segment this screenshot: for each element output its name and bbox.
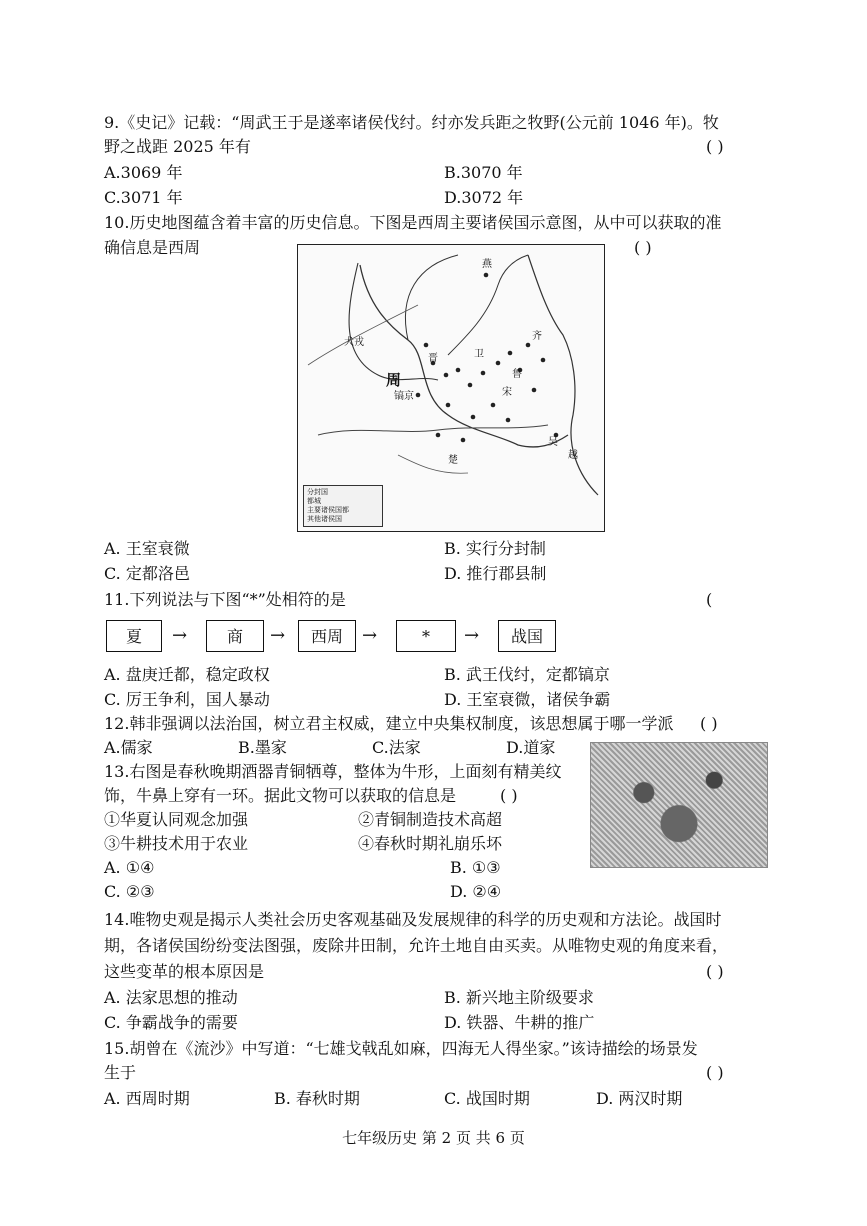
q12-option-d: D.道家 (506, 738, 556, 757)
q11-option-c: C. 厉王争利，国人暴动 (104, 690, 270, 709)
flow-arrow-2: → (270, 625, 286, 646)
q13-option-a: A. ①④ (104, 858, 155, 877)
map-label-yan: 燕 (482, 259, 492, 270)
western-zhou-map (297, 244, 605, 532)
q12-option-c: C.法家 (372, 738, 421, 757)
q9-option-c: C.3071 年 (104, 188, 183, 207)
q14-option-a: A. 法家思想的推动 (104, 988, 238, 1007)
q12-option-b: B.墨家 (238, 738, 287, 757)
q15-option-c: C. 战国时期 (444, 1089, 530, 1108)
q12-option-a: A.儒家 (104, 738, 153, 757)
legend-item-fiefs: 分封国 (307, 488, 328, 496)
q10-option-a: A. 王室衰微 (104, 539, 190, 558)
map-label-song: 宋 (502, 387, 512, 398)
flow-box-star: * (396, 620, 456, 652)
map-label-lu: 鲁 (512, 369, 522, 380)
q15-answer-paren: ( ) (706, 1063, 724, 1082)
q13-item-1: ①华夏认同观念加强 (104, 810, 249, 829)
map-legend (303, 485, 383, 527)
q12-stem: 12.韩非强调以法治国，树立君主权威，建立中央集权制度，该思想属于哪一学派 (104, 714, 674, 733)
q14-option-c: C. 争霸战争的需要 (104, 1013, 238, 1032)
q14-stem-line2: 期，各诸侯国纷纷变法图强，废除井田制，允许土地自由买卖。从唯物史观的角度来看， (104, 936, 729, 955)
q9-stem-line1: 9.《史记》记载：“周武王于是遂率诸侯伐纣。纣亦发兵距之牧野(公元前 1046 年)。牧 (104, 113, 719, 132)
q9-option-d: D.3072 年 (444, 188, 524, 207)
flow-arrow-4: → (464, 625, 480, 646)
q13-option-b: B. ①③ (450, 858, 501, 877)
map-label-quanrong: 犬戎 (344, 337, 364, 348)
q10-option-c: C. 定都洛邑 (104, 564, 190, 583)
flow-box-western-zhou: 西周 (298, 620, 356, 652)
flow-arrow-3: → (362, 625, 378, 646)
q10-stem-line2: 确信息是西周 (104, 238, 201, 257)
q14-answer-paren: ( ) (706, 962, 724, 981)
legend-item-capital: 都城 (307, 497, 321, 505)
q11-answer-paren: ( (706, 590, 713, 609)
q13-answer-paren: ( ) (500, 786, 518, 805)
q15-option-a: A. 西周时期 (104, 1089, 190, 1108)
bronze-ox-zun-photo (590, 742, 768, 868)
q15-stem-line1: 15.胡曾在《流沙》中写道：“七雄戈戟乱如麻，四海无人得坐家。”该诗描绘的场景发 (104, 1039, 698, 1058)
map-label-haojing: 镐京 (394, 391, 414, 402)
q14-option-d: D. 铁器、牛耕的推广 (444, 1013, 595, 1032)
q12-answer-paren: ( ) (700, 714, 718, 733)
q9-option-a: A.3069 年 (104, 163, 183, 182)
q11-stem: 11.下列说法与下图“*”处相符的是 (104, 590, 346, 609)
page-footer: 七年级历史 第 2 页 共 6 页 (342, 1129, 525, 1147)
flow-box-shang: 商 (206, 620, 264, 652)
flow-box-xia: 夏 (106, 620, 162, 652)
q10-stem-line1: 10.历史地图蕴含着丰富的历史信息。下图是西周主要诸侯国示意图，从中可以获取的准 (104, 213, 722, 232)
q14-stem-line1: 14.唯物史观是揭示人类社会历史客观基础及发展规律的科学的历史观和方法论。战国时 (104, 910, 722, 929)
q13-option-c: C. ②③ (104, 882, 155, 901)
map-label-chu: 楚 (448, 455, 458, 466)
q9-option-b: B.3070 年 (444, 163, 523, 182)
q9-stem-line2: 野之战距 2025 年有 (104, 137, 251, 156)
flow-arrow-1: → (172, 625, 188, 646)
q13-stem-line2: 饰，牛鼻上穿有一环。据此文物可以获取的信息是 (104, 786, 457, 805)
q14-stem-line3: 这些变革的根本原因是 (104, 962, 265, 981)
q10-option-b: B. 实行分封制 (444, 539, 546, 558)
q13-item-4: ④春秋时期礼崩乐坏 (358, 834, 503, 853)
legend-item-other-states: 其他诸侯国 (307, 515, 342, 523)
map-label-wu: 吴 (548, 437, 558, 448)
q11-option-d: D. 王室衰微，诸侯争霸 (444, 690, 611, 709)
q10-option-d: D. 推行郡县制 (444, 564, 547, 583)
q10-answer-paren: ( ) (634, 238, 652, 257)
map-label-jin: 晋 (428, 353, 438, 364)
q13-stem-line1: 13.右图是春秋晚期酒器青铜牺尊，整体为牛形，上面刻有精美纹 (104, 762, 562, 781)
q13-item-3: ③牛耕技术用于农业 (104, 834, 249, 853)
flow-box-warring-states: 战国 (498, 620, 556, 652)
legend-item-major-states: 主要诸侯国都 (307, 506, 349, 514)
q11-option-a: A. 盘庚迁都，稳定政权 (104, 665, 270, 684)
q15-option-b: B. 春秋时期 (274, 1089, 360, 1108)
map-label-qi: 齐 (532, 331, 542, 342)
map-label-wei: 卫 (474, 349, 484, 360)
q9-answer-paren: ( ) (706, 137, 724, 156)
q13-option-d: D. ②④ (450, 882, 502, 901)
q13-item-2: ②青铜制造技术高超 (358, 810, 503, 829)
q14-option-b: B. 新兴地主阶级要求 (444, 988, 594, 1007)
map-label-yue: 越 (568, 450, 578, 461)
q15-stem-line2: 生于 (104, 1063, 137, 1082)
q15-option-d: D. 两汉时期 (596, 1089, 683, 1108)
map-label-zhou: 周 (386, 371, 402, 389)
q11-option-b: B. 武王伐纣，定都镐京 (444, 665, 610, 684)
